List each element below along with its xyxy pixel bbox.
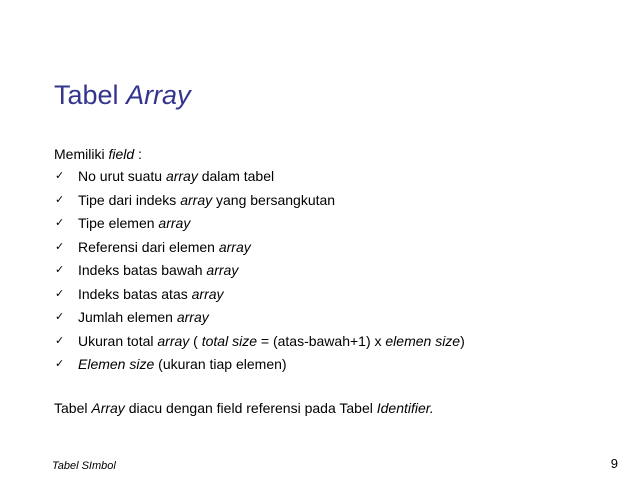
bullet-text: Indeks batas atas — [78, 285, 192, 302]
bullet-item — [54, 333, 465, 357]
closing-italic1: Array — [91, 400, 125, 416]
closing-part2: diacu dengan field referensi pada Tabel — [124, 400, 377, 416]
bullet-text: Jumlah elemen — [78, 309, 177, 325]
bullet-italic-text: total size — [201, 332, 257, 349]
bullet-text: = (atas-bawah+1) x — [256, 332, 386, 349]
check-mark-icon: ✓ — [55, 333, 65, 347]
closing-part1: Tabel — [54, 400, 92, 416]
slide-title-italic: Array — [126, 80, 191, 110]
check-mark-icon: ✓ — [55, 239, 65, 253]
bullet-italic-text: elemen size — [385, 332, 461, 349]
intro-line — [54, 146, 142, 162]
bullet-text: yang bersangkutan — [212, 191, 336, 208]
bullet-text: ( — [189, 332, 202, 349]
check-mark-icon: ✓ — [55, 263, 65, 276]
bullet-text: Ukuran total — [78, 332, 158, 349]
check-mark-icon: ✓ — [55, 310, 65, 323]
bullet-list — [54, 168, 465, 380]
check-mark-icon: ✓ — [55, 169, 65, 182]
bullet-text: (ukuran tiap elemen) — [154, 356, 287, 372]
check-mark-icon: ✓ — [55, 286, 65, 300]
bullet-italic-text: array — [165, 168, 198, 184]
bullet-italic-text: array — [180, 191, 213, 208]
bullet-italic-text: array — [218, 238, 251, 255]
closing-sentence — [54, 400, 434, 416]
bullet-item — [54, 262, 465, 286]
bullet-text: dalam tabel — [197, 168, 275, 184]
bullet-item — [54, 309, 465, 333]
bullet-text: Referensi dari elemen — [78, 238, 219, 255]
bullet-item — [54, 286, 465, 310]
slide-title — [54, 80, 191, 111]
bullet-text: Indeks batas bawah — [78, 262, 207, 278]
intro-italic: field — [108, 146, 135, 162]
intro-prefix: Memiliki — [54, 146, 109, 162]
check-mark-icon: ✓ — [55, 192, 65, 206]
bullet-item — [54, 215, 465, 239]
footer-label: Tabel SImbol — [52, 460, 116, 472]
bullet-italic-text: array — [206, 262, 239, 278]
bullet-text: Tipe elemen — [78, 215, 159, 231]
bullet-text: No urut suatu — [78, 168, 166, 184]
check-mark-icon: ✓ — [55, 216, 65, 229]
bullet-text: ) — [460, 332, 465, 349]
bullet-item — [54, 356, 465, 380]
bullet-item — [54, 239, 465, 263]
bullet-text: Tipe dari indeks — [78, 191, 181, 208]
bullet-italic-text: array — [191, 285, 224, 302]
bullet-italic-text: array — [158, 215, 191, 231]
slide-title-prefix: Tabel — [54, 80, 127, 110]
bullet-italic-text: Elemen size — [78, 356, 155, 372]
intro-suffix: : — [134, 146, 142, 162]
bullet-italic-text: array — [176, 309, 209, 325]
page-number: 9 — [610, 456, 618, 471]
bullet-item — [54, 192, 465, 216]
check-mark-icon: ✓ — [55, 357, 65, 370]
bullet-italic-text: array — [157, 332, 190, 349]
closing-italic2: Identifier. — [376, 400, 434, 416]
bullet-item — [54, 168, 465, 192]
